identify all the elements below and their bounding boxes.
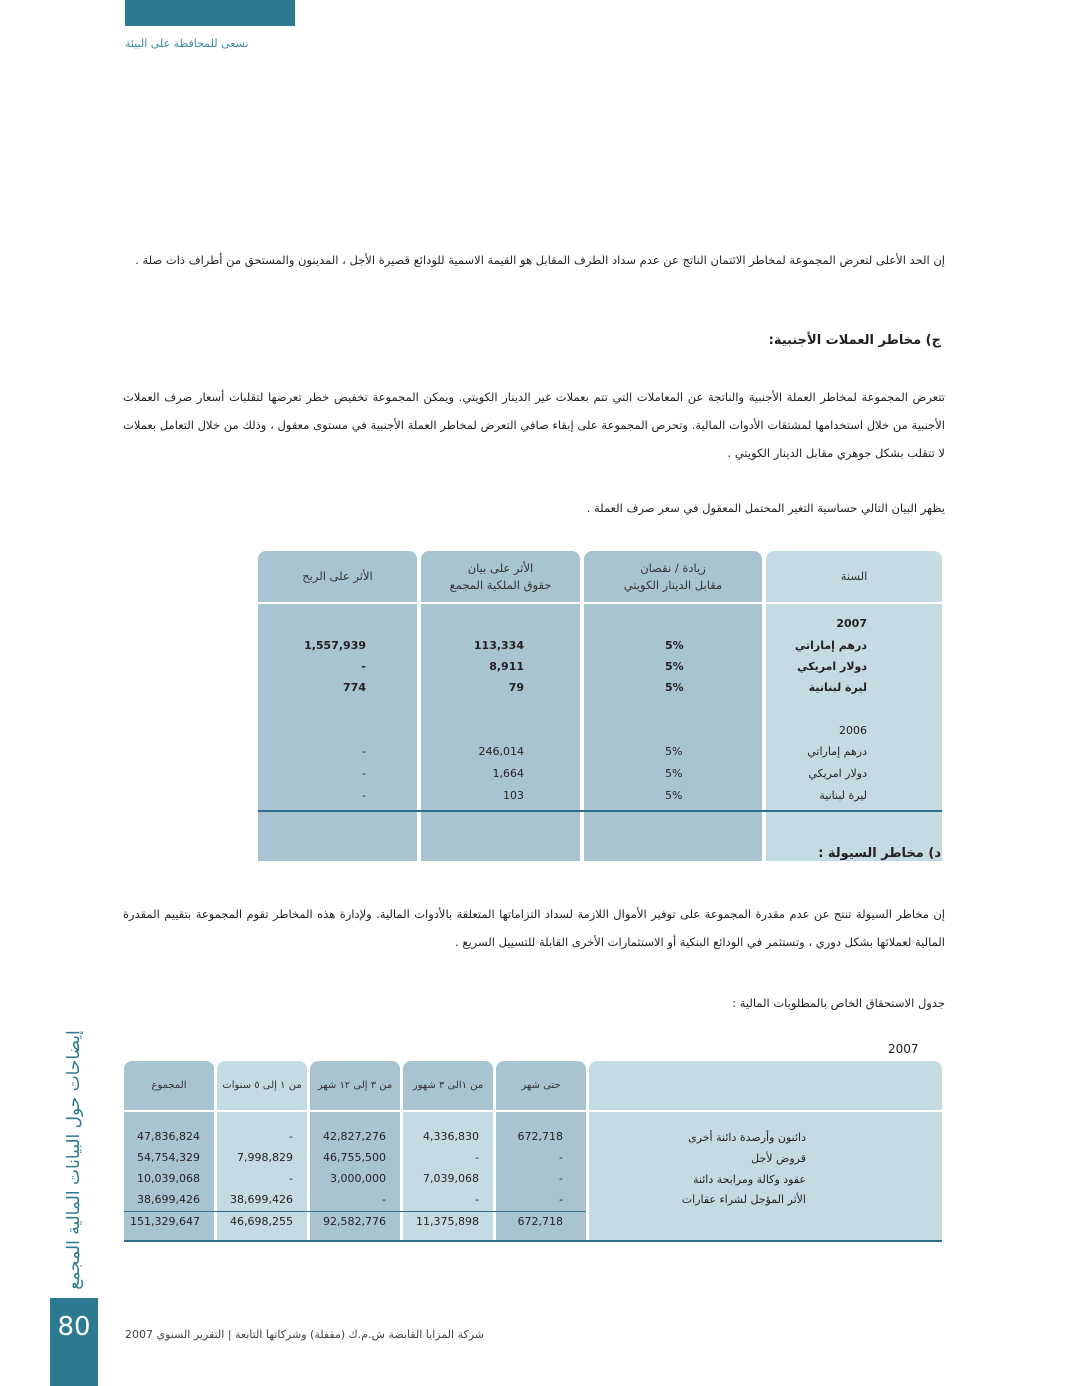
currency-label: دولار امريكي xyxy=(808,767,867,780)
cell-value: - xyxy=(475,1193,479,1206)
change-value: 5% xyxy=(665,660,684,673)
row-label: قروض لأجل xyxy=(751,1152,806,1165)
year-label: 2007 xyxy=(836,617,867,630)
header-profit-effect: الأثر على الربح xyxy=(258,551,417,602)
cell-value: 10,039,068 xyxy=(137,1172,200,1185)
row-label: الأثر المؤجل لشراء عقارات xyxy=(681,1193,806,1206)
profit-value: 774 xyxy=(343,681,366,694)
total-value: 672,718 xyxy=(517,1215,563,1228)
header-tagline: نسعى للمحافظة على البيئة xyxy=(125,37,249,50)
equity-value: 113,334 xyxy=(473,639,524,652)
profit-value: - xyxy=(362,789,366,802)
footer-text: شركة المزايا القابضة ش.م.ك (مقفلة) وشركاتها التابعة | التقرير السنوي 2007 xyxy=(125,1328,484,1341)
top-accent-bar xyxy=(125,0,295,26)
cell-value: - xyxy=(559,1172,563,1185)
table-bottom-rule xyxy=(124,1240,942,1242)
liquidity-table-intro: جدول الاستحقاق الخاص بالمطلوبات المالية : xyxy=(732,996,945,1010)
table-bottom-rule xyxy=(258,810,942,812)
cell-value: - xyxy=(559,1193,563,1206)
total-value: 46,698,255 xyxy=(230,1215,293,1228)
profit-value: 1,557,939 xyxy=(304,639,366,652)
equity-value: 79 xyxy=(508,681,524,694)
total-value: 151,329,647 xyxy=(130,1215,200,1228)
year-label: 2006 xyxy=(839,724,867,737)
section-c-heading: ج) مخاطر العملات الأجنبية: xyxy=(768,333,941,348)
sidebar-vertical-title xyxy=(50,1025,98,1295)
header-up-to-month: حتى شهر xyxy=(496,1061,586,1110)
cell-value: 7,998,829 xyxy=(237,1151,293,1164)
equity-value: 8,911 xyxy=(489,660,524,673)
cell-value: - xyxy=(559,1151,563,1164)
row-label: دائنون وأرصدة دائنة أخرى xyxy=(688,1131,806,1144)
change-value: 5% xyxy=(665,681,684,694)
change-value: 5% xyxy=(665,639,684,652)
currency-label: دولار امريكي xyxy=(797,660,867,673)
header-label-column xyxy=(589,1061,942,1110)
profit-value: - xyxy=(362,767,366,780)
vertical-title-text: إيضاحات حول البيانات المالية المجمع xyxy=(64,1030,84,1290)
header-equity-effect: الأثر على بيان حقوق الملكية المجمع xyxy=(421,551,580,602)
currency-label: ليرة لبنانية xyxy=(808,681,867,694)
page-number: 80 xyxy=(50,1298,98,1386)
intro-paragraph: إن الحد الأعلى لتعرض المجموعة لمخاطر الائتمان الناتج عن عدم سداد الطرف المقابل هو القيمة الاسمية للودائع قصيرة الأجل ، المدينون والمستحق من أطراف ذات صلة . xyxy=(135,253,945,267)
total-value: 92,582,776 xyxy=(323,1215,386,1228)
equity-value: 103 xyxy=(503,789,524,802)
cell-value: 42,827,276 xyxy=(323,1130,386,1143)
cell-value: 4,336,830 xyxy=(423,1130,479,1143)
cell-value: 38,699,426 xyxy=(137,1193,200,1206)
change-value: 5% xyxy=(665,745,683,758)
header-3-12-months: من ٣ إلى ١٢ شهر xyxy=(310,1061,400,1110)
row-label: عقود وكالة ومرابحة دائنة xyxy=(693,1173,806,1186)
currency-label: درهم إماراتي xyxy=(807,745,867,758)
equity-value: 246,014 xyxy=(478,745,524,758)
cell-value: - xyxy=(289,1172,293,1185)
currency-label: ليرة لبنانية xyxy=(819,789,867,802)
currency-sensitivity-table xyxy=(258,551,942,813)
cell-value: 672,718 xyxy=(517,1130,563,1143)
cell-value: 47,836,824 xyxy=(137,1130,200,1143)
cell-value: 3,000,000 xyxy=(330,1172,386,1185)
change-value: 5% xyxy=(665,789,683,802)
header-total: المجموع xyxy=(124,1061,214,1110)
total-value: 11,375,898 xyxy=(416,1215,479,1228)
cell-value: 46,755,500 xyxy=(323,1151,386,1164)
profit-value: - xyxy=(361,660,366,673)
liquidity-year: 2007 xyxy=(888,1042,919,1056)
header-1-5-years: من ١ إلى ٥ سنوات xyxy=(217,1061,307,1110)
header-1-3-months: من ١الى ٣ شهور xyxy=(403,1061,493,1110)
liquidity-maturity-table xyxy=(124,1061,942,1243)
currency-label: درهم إماراتي xyxy=(794,639,867,652)
cell-value: 38,699,426 xyxy=(230,1193,293,1206)
section-d-heading: د) مخاطر السيولة : xyxy=(818,846,941,861)
header-year: السنة xyxy=(766,551,942,602)
cell-value: - xyxy=(289,1130,293,1143)
equity-value: 1,664 xyxy=(492,767,524,780)
header-change: زيادة / نقصان مقابل الدينار الكويتي xyxy=(584,551,762,602)
cell-value: - xyxy=(382,1193,386,1206)
profit-value: - xyxy=(362,745,366,758)
section-d-paragraph: إن مخاطر السيولة تنتج عن عدم مقدرة المجموعة على توفير الأموال اللازمة لسداد التزاماتها المتعلقة بالأدوات المالية. ولإدارة هذه المخاطر تقوم المجموعة بتقييم المقدرة المالية لعملائها بشكل دوري ، وتستثمر في الودائع البنكية أو الاستثمارات الأخرى القابلة للتسييل السريع . xyxy=(123,907,945,949)
cell-value: 7,039,068 xyxy=(423,1172,479,1185)
currency-table-intro: يظهر البيان التالي حساسية التغير المحتمل المعقول في سعر صرف العملة . xyxy=(586,501,945,515)
totals-rule xyxy=(124,1211,586,1212)
cell-value: 54,754,329 xyxy=(137,1151,200,1164)
change-value: 5% xyxy=(665,767,683,780)
section-c-paragraph: تتعرض المجموعة لمخاطر العملة الأجنبية والناتجة عن المعاملات التي تتم بعملات غير الدينار الكويتي. ويمكن المجموعة تخفيض خطر تعرضها لتقلبات أسعار صرف العملات الأجنبية من خلال استخدامها لمشتقات الأدوات المالية. وتحرص المجموعة على إبقاء صافي التعرض لمخاطر العملة الأجنبية في مستوى معقول ، وذلك من خلال التعامل بعملات لا تتقلب بشكل جوهري مقابل الدينار الكويتي . xyxy=(123,390,945,460)
cell-value: - xyxy=(475,1151,479,1164)
